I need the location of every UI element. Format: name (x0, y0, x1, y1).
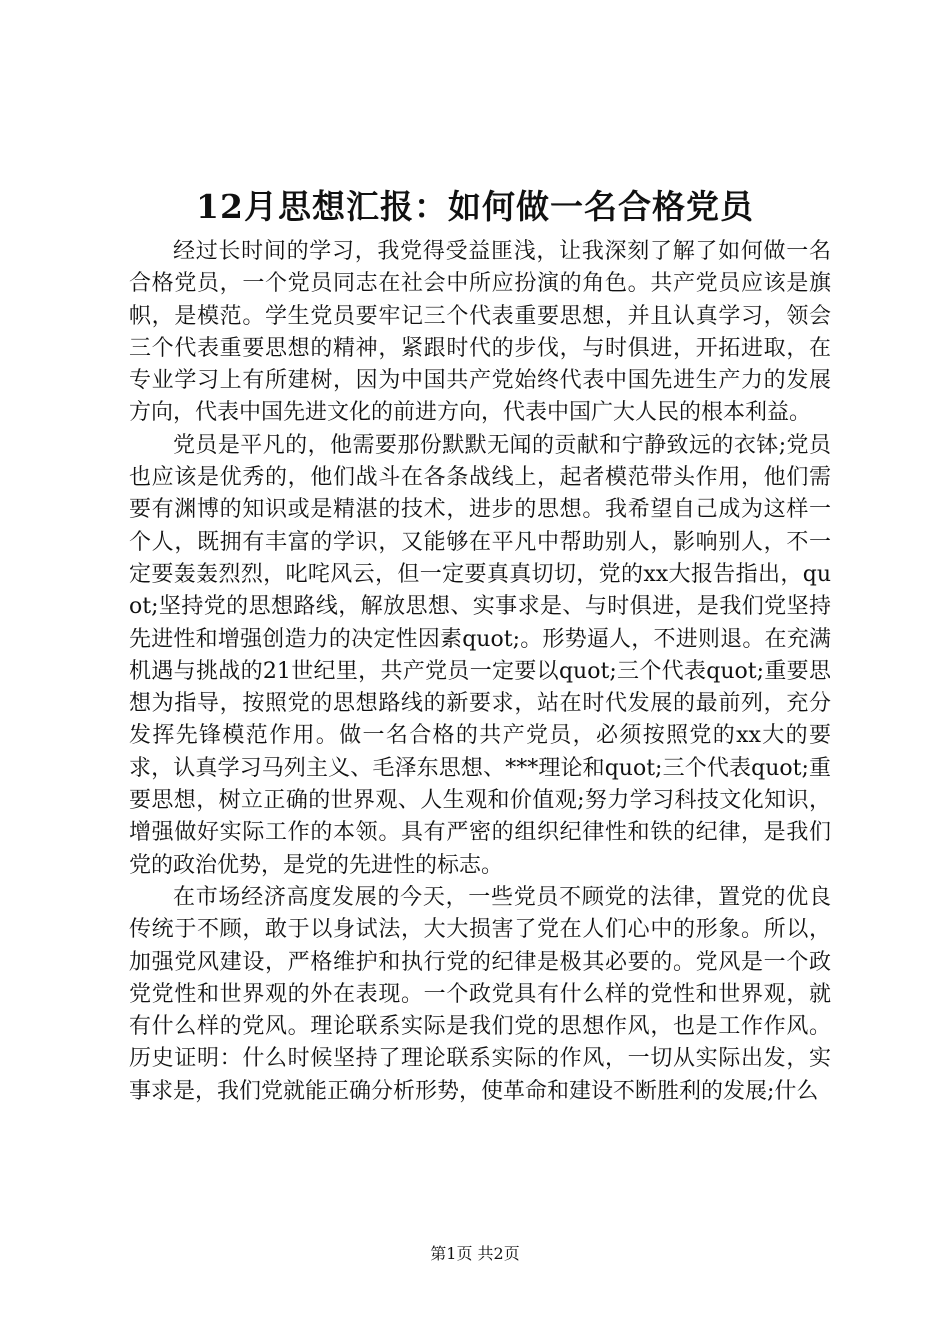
page-number-footer: 第1页 共2页 (430, 1244, 520, 1263)
paragraph-1: 经过长时间的学习，我党得受益匪浅，让我深刻了解了如何做一名合格党员，一个党员同志在社会中所应扮演的角色。共产党员应该是旗帜，是模范。学生党员要牢记三个代表重要思想，并且认真学习，领会三个代表重要思想的精神，紧跟时代的步伐，与时俱进，开拓进取，在专业学习上有所建树，因为中国共产党始终代表中国先进生产力的发展方向，代表中国先进文化的前进方向，代表中国广大人民的根本利益。 (129, 239, 831, 426)
document-body (129, 236, 831, 1108)
document-title: 12月思想汇报：如何做一名合格党员 (196, 187, 754, 226)
paragraph-2: 党员是平凡的，他需要那份默默无闻的贡献和宁静致远的衣钵;党员也应该是优秀的，他们战斗在各条战线上，起者模范带头作用，他们需要有渊博的知识或是精湛的技术，进步的思想。我希望自己成为这样一个人，既拥有丰富的学识，又能够在平凡中帮助别人，影响别人，不一定要轰轰烈烈，叱咤风云，但一定要真真切切，党的xx大报告指出，quot;坚持党的思想路线，解放思想、实事求是、与时俱进，是我们党坚持先进性和增强创造力的决定性因素quot;。形势逼人，不进则退。在充满机遇与挑战的21世纪里，共产党员一定要以quot;三个代表quot;重要思想为指导，按照党的思想路线的新要求，站在时代发展的最前列，充分发挥先锋模范作用。做一名合格的共产党员，必须按照党的xx大的要求，认真学习马列主义、毛泽东思想、***理论和quot;三个代表quot;重要思想，树立正确的世界观、人生观和价值观;努力学习科技文化知识，增强做好实际工作的本领。具有严密的组织纪律性和铁的纪律，是我们党的政治优势，是党的先进性的标志。 (129, 432, 831, 878)
paragraph-3: 在市场经济高度发展的今天，一些党员不顾党的法律，置党的优良传统于不顾，敢于以身试法，大大损害了党在人们心中的形象。所以，加强党风建设，严格维护和执行党的纪律是极其必要的。党风是一个政党党性和世界观的外在表现。一个政党具有什么样的党性和世界观，就有什么样的党风。理论联系实际是我们党的思想作风，也是工作作风。历史证明：什么时候坚持了理论联系实际的作风，一切从实际出发，实事求是，我们党就能正确分析形势，使革命和建设不断胜利的发展;什么 (129, 884, 831, 1104)
